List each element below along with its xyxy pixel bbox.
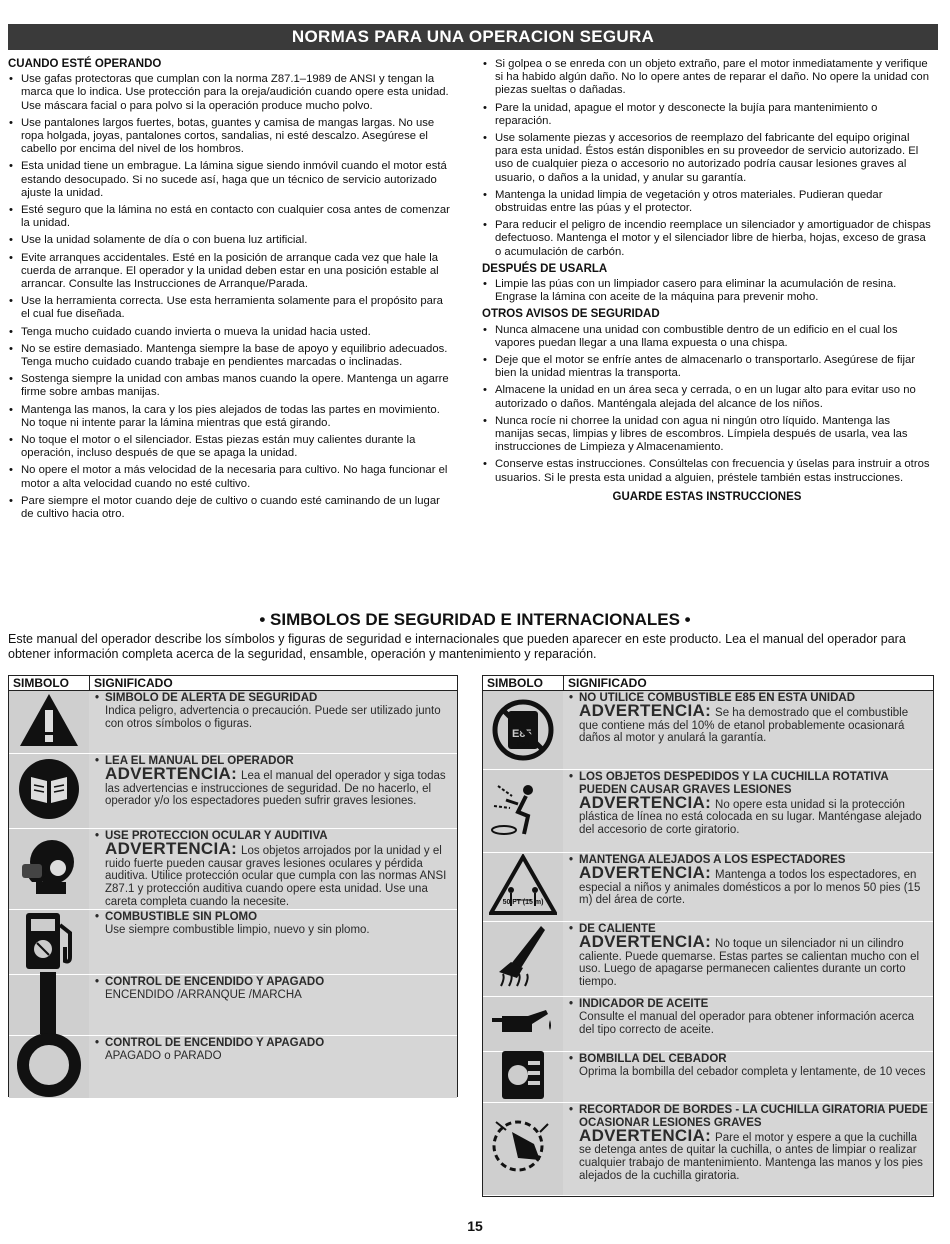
list-item: • Nunca rocíe ni chorree la unidad con agua ni ningún otro líquido. Mantenga las manijas secas, limpias y libres de escombros. Límpiela después de usarla, vea las instrucciones de Limpieza y Almacenamiento. (482, 415, 932, 455)
symbol-cell (9, 975, 89, 1035)
meaning-cell (563, 997, 933, 1051)
table-row (483, 1052, 933, 1103)
symbols-table-left (8, 675, 458, 1097)
symbol-heading: • USE PROTECCION OCULAR Y AUDITIVA (95, 830, 453, 843)
primer-bulb-icon (498, 1047, 548, 1108)
no-e85-fuel-icon (490, 695, 556, 766)
warning-label: ADVERTENCIA: (105, 838, 238, 858)
list-item: • Use pantalones largos fuertes, botas, guantes y camisa de mangas largas. No use ropa holgada, joyas, pantalones cortos, sandalias, ni esté descalzo. Asegúrese el cabello por encima del nivel de los hombros. (8, 117, 453, 157)
symbol-heading: • SIMBOLO DE ALERTA DE SEGURIDAD (95, 692, 453, 705)
symbol-heading: • MANTENGA ALEJADOS A LOS ESPECTADORES (569, 854, 929, 867)
list-item: • Mantenga las manos, la cara y los pies alejados de todas las partes en movimiento. No toque ni intente parar la lámina mientras que está girando. (8, 404, 453, 430)
table-row (483, 691, 933, 770)
symbol-heading: • DE CALIENTE (569, 923, 929, 936)
svg-text:E85: E85 (512, 727, 532, 740)
meaning-cell (563, 922, 933, 996)
symbol-description (95, 838, 453, 909)
symbol-cell (483, 853, 563, 921)
warning-label: ADVERTENCIA: (579, 862, 712, 882)
symbol-cell (9, 829, 89, 909)
symbol-heading: • CONTROL DE ENCENDIDO Y APAGADO (95, 1037, 453, 1050)
symbol-heading: • BOMBILLA DEL CEBADOR (569, 1053, 929, 1066)
warning-label: ADVERTENCIA: (105, 763, 238, 783)
symbol-cell (9, 754, 89, 828)
meaning-column-header: SIGNIFICADO (568, 676, 647, 690)
table-row (9, 975, 457, 1036)
list-item: • Si golpea o se enreda con un objeto extraño, pare el motor inmediatamente y verifique si ha habido algún daño. No lo opere antes de reparar el daño. No opere la unidad con piezas sueltas o dañadas. (482, 58, 932, 98)
list-item: • No opere el motor a más velocidad de la necesaria para cultivo. No haga funcionar el motor a alta velocidad cuando no esté cultivo. (8, 464, 453, 490)
symbol-description (569, 931, 929, 989)
save-instructions-note: GUARDE ESTAS INSTRUCCIONES (612, 490, 802, 503)
symbol-description (569, 1011, 929, 1037)
operating-rules-list (8, 73, 453, 521)
symbol-description-text: Mantenga a todos los espectadores, en especial a niños y animales domésticos a por lo menos 50 pies (15 m) del área de corte. (579, 868, 921, 907)
meaning-cell (89, 754, 457, 828)
list-item: • No toque el motor o el silenciador. Estas piezas están muy calientes durante la operación, incluso después de que se apaga la unidad. (8, 434, 453, 460)
warning-label: ADVERTENCIA: (579, 700, 712, 720)
table-row (9, 1036, 457, 1099)
symbols-table-right (482, 675, 934, 1197)
warning-label: ADVERTENCIA: (579, 1125, 712, 1145)
list-item: • Use solamente piezas y accesorios de reemplazo del fabricante del equipo original para esta unidad. Éstos están disponibles en su proveedor de servicio autorizado. El uso de cualquier pieza o accesorio no autorizado podría causar lesiones graves al usuario, o daños a la unidad, y anular su garantía. (482, 132, 932, 185)
symbol-description (95, 705, 453, 731)
meaning-cell (89, 1036, 457, 1098)
list-item: • Use la herramienta correcta. Use esta herramienta solamente para el propósito para el cual fue diseñada. (8, 295, 453, 321)
symbol-description-text: APAGADO o PARADO (105, 1049, 222, 1062)
symbol-column-header: SIMBOLO (9, 676, 90, 690)
list-item: • No se estire demasiado. Mantenga siempre la base de apoyo y equilibrio adecuados. Tenga mucho cuidado cuando trabaje en pendientes marcadas o inclinadas. (8, 343, 453, 369)
symbol-heading: • CONTROL DE ENCENDIDO Y APAGADO (95, 976, 453, 989)
list-item: • Evite arranques accidentales. Esté en la posición de arranque cada vez que hale la cuerda de arranque. El operador y la unidad deben estar en una posición estable al arrancar. Consulte las Instrucciones de Arranque/Parada. (8, 252, 453, 292)
hot-surface-icon (491, 922, 555, 997)
list-item: • Pare la unidad, apague el motor y desconecte la bujía para mantenimiento o reparación. (482, 102, 932, 128)
keep-bystanders-away-icon (489, 854, 557, 921)
operating-heading: CUANDO ESTÉ OPERANDO (8, 58, 162, 70)
symbols-table-right-body (483, 691, 933, 1196)
symbol-badge: E85 (516, 741, 530, 749)
rotating-blade-foot-icon (488, 1114, 558, 1185)
symbol-cell (483, 691, 563, 769)
table-row (9, 691, 457, 754)
other-warnings-list (482, 324, 932, 485)
symbol-description (95, 924, 453, 937)
symbol-heading: • INDICADOR DE ACEITE (569, 998, 929, 1011)
list-item: • Limpie las púas con un limpiador casero para eliminar la acumulación de resina. Engrase la lámina con aceite de la máquina para prevenir moho. (482, 278, 932, 304)
symbol-description-text: Consulte el manual del operador para obtener información acerca del tipo correcto de aceite. (579, 1010, 914, 1036)
thrown-objects-icon (488, 776, 558, 847)
symbol-description-text: Los objetos arrojados por la unidad y el ruido fuerte pueden causar graves lesiones oculares y pérdida auditiva. Utilice protección ocular que cumpla con las normas ANSI Z87.1 y protección auditiva cuando opere esta unidad. Use una careta completa cuando la necesite. (105, 844, 447, 908)
list-item: • Almacene la unidad en un área seca y cerrada, o en un lugar alto para evitar uso no autorizado o daños. Manténgala alejada del alcance de los niños. (482, 384, 932, 410)
symbol-description-text: Indica peligro, advertencia o precaución. Puede ser utilizado junto con otros símbolos o figuras. (105, 704, 441, 730)
meaning-cell (89, 829, 457, 909)
symbol-cell (483, 1103, 563, 1195)
symbol-description-text: No opere esta unidad si la protección plástica de línea no está colocada en su lugar. Manténgase alejado del accesorio de corte giratorio. (579, 798, 922, 837)
symbol-heading: • RECORTADOR DE BORDES - LA CUCHILLA GIRATORIA PUEDE OCASIONAR LESIONES GRAVES (569, 1104, 929, 1130)
list-item: • Conserve estas instrucciones. Consúltelas con frecuencia y úselas para instruir a otros usuarios. Si le presta esta unidad a alguien, préstele también estas instrucciones. (482, 458, 932, 484)
symbol-cell (483, 770, 563, 852)
symbol-description-text: Use siempre combustible limpio, nuevo y sin plomo. (105, 923, 370, 936)
list-item: • Sostenga siempre la unidad con ambas manos cuando la opere. Mantenga un agarre firme sobre ambas manijas. (8, 373, 453, 399)
table-row (9, 910, 457, 975)
list-item: • Use gafas protectoras que cumplan con la norma Z87.1–1989 de ANSI y tengan la marca que lo indica. Use protección para la oreja/audición cuando opere esta unidad. Use máscara facial o para polvo si la operación produce mucho polvo. (8, 73, 453, 113)
symbol-column-header: SIMBOLO (483, 676, 564, 690)
symbol-heading: • LEA EL MANUAL DEL OPERADOR (95, 755, 453, 768)
symbol-cell (483, 997, 563, 1051)
table-row (483, 770, 933, 853)
eye-ear-protection-icon (16, 834, 82, 905)
list-item: • Para reducir el peligro de incendio reemplace un silenciador y amortiguador de chispas defectuoso. Mantenga el motor y el silenciador libre de hierba, hojas, exceso de grasa o acumulación de carbón. (482, 219, 932, 259)
symbol-description-text: Se ha demostrado que el combustible que contiene más del 10% de etanol probablemente ocasionará daños al motor y anulará la garantía. (579, 706, 909, 745)
symbol-cell (483, 922, 563, 996)
symbol-description (569, 1125, 929, 1183)
table-row (9, 829, 457, 910)
symbol-description (95, 1050, 453, 1063)
symbol-cell (9, 691, 89, 753)
list-item: • Pare siempre el motor cuando deje de cultivo o cuando esté caminando de un lugar de cultivo hacia otro. (8, 495, 453, 521)
symbols-intro: Este manual del operador describe los símbolos y figuras de seguridad e internacionales que pueden aparecer en este producto. Lea el manual del operador para obtener información completa acerca de la seguridad, ensamble, operación y mantenimiento y reparación. (8, 632, 906, 661)
table-row (483, 922, 933, 997)
symbol-heading: • NO UTILICE COMBUSTIBLE E85 EN ESTA UNIDAD (569, 692, 929, 705)
symbol-heading: • LOS OBJETOS DESPEDIDOS Y LA CUCHILLA ROTATIVA PUEDEN CAUSAR GRAVES LESIONES (569, 771, 929, 797)
warning-label: ADVERTENCIA: (579, 931, 712, 951)
off-switch-icon (16, 1032, 82, 1103)
meaning-cell (89, 975, 457, 1035)
list-item: • Esta unidad tiene un embrague. La lámina sigue siendo inmóvil cuando el motor está estando desocupado. Si no sucede así, haga que un técnico de servicio autorizado ajuste la unidad. (8, 160, 453, 200)
symbols-table-left-body (9, 691, 457, 1099)
right-column (482, 58, 932, 504)
list-item: • Esté seguro que la lámina no está en contacto con cualquier cosa antes de comenzar la unidad. (8, 204, 453, 230)
table-row (483, 853, 933, 922)
safety-alert-triangle-icon (18, 692, 80, 753)
symbol-description-text: Pare el motor y espere a que la cuchilla se detenga antes de quitar la cuchilla, o antes de limpiar o realizar cualquier trabajo de mantenimiento. Mantenga las manos y los pies alejados de la cuchilla giratoria. (579, 1131, 923, 1182)
symbol-description-text: Lea el manual del operador y siga todas las advertencias e instrucciones de seguridad. De no hacerlo, el operador y/o los espectadores pueden sufrir graves lesiones. (105, 769, 446, 808)
symbol-description (95, 989, 453, 1002)
after-use-list (482, 278, 932, 304)
list-item: • Mantenga la unidad limpia de vegetación y otros materiales. Pudieran quedar obstruidas entre las púas y el protector. (482, 189, 932, 215)
list-item: • Deje que el motor se enfríe antes de almacenarlo o transportarlo. Asegúrese de fijar bien la unidad mientras la transporta. (482, 354, 932, 380)
meaning-cell (563, 853, 933, 921)
read-manual-book-icon (17, 757, 81, 826)
symbol-heading: • COMBUSTIBLE SIN PLOMO (95, 911, 453, 924)
meaning-cell (89, 910, 457, 974)
meaning-cell (563, 770, 933, 852)
list-item: • Nunca almacene una unidad con combustible dentro de un edificio en el cual los vapores puedan llegar a una llama expuesta o una chispa. (482, 324, 932, 350)
left-column (8, 58, 453, 525)
symbol-description (569, 792, 929, 837)
list-item: • Tenga mucho cuidado cuando invierta o mueva la unidad hacia usted. (8, 326, 453, 339)
warning-label: ADVERTENCIA: (579, 792, 712, 812)
meaning-cell (563, 1052, 933, 1102)
symbol-description-text: ENCENDIDO /ARRANQUE /MARCHA (105, 988, 302, 1001)
table-row (9, 754, 457, 829)
list-item: • Use la unidad solamente de día o con buena luz artificial. (8, 234, 453, 247)
meaning-cell (563, 1103, 933, 1195)
after-use-heading: DESPUÉS DE USARLA (482, 262, 608, 275)
meaning-cell (563, 691, 933, 769)
symbol-description-text: No toque un silenciador ni un cilindro caliente. Puede quemarse. Estas partes se calientan mucho con el uso. Luego de apagarse permanecen calientes durante un corto tiempo. (579, 937, 920, 989)
meaning-cell (89, 691, 457, 753)
oil-can-icon (488, 1002, 558, 1047)
symbol-description (569, 862, 929, 907)
symbol-cell (9, 910, 89, 974)
symbols-title: • SIMBOLOS DE SEGURIDAD E INTERNACIONALES • (259, 610, 691, 629)
symbol-badge: 50 FT (15 m) (502, 898, 544, 906)
section-banner: NORMAS PARA UNA OPERACION SEGURA (8, 24, 938, 50)
operating-rules-list-continued (482, 58, 932, 259)
symbol-description (95, 763, 453, 808)
symbol-description (569, 700, 929, 745)
page-number: 15 (467, 1218, 483, 1234)
symbol-cell (9, 1036, 89, 1098)
table-header (9, 676, 457, 691)
table-header (483, 676, 933, 691)
meaning-column-header: SIGNIFICADO (94, 676, 173, 690)
symbol-cell (483, 1052, 563, 1102)
symbol-description-text: Oprima la bombilla del cebador completa y lentamente, de 10 veces (579, 1065, 926, 1078)
symbol-description (569, 1066, 929, 1079)
table-row (483, 997, 933, 1052)
table-row (483, 1103, 933, 1196)
other-warnings-heading: OTROS AVISOS DE SEGURIDAD (482, 308, 660, 321)
